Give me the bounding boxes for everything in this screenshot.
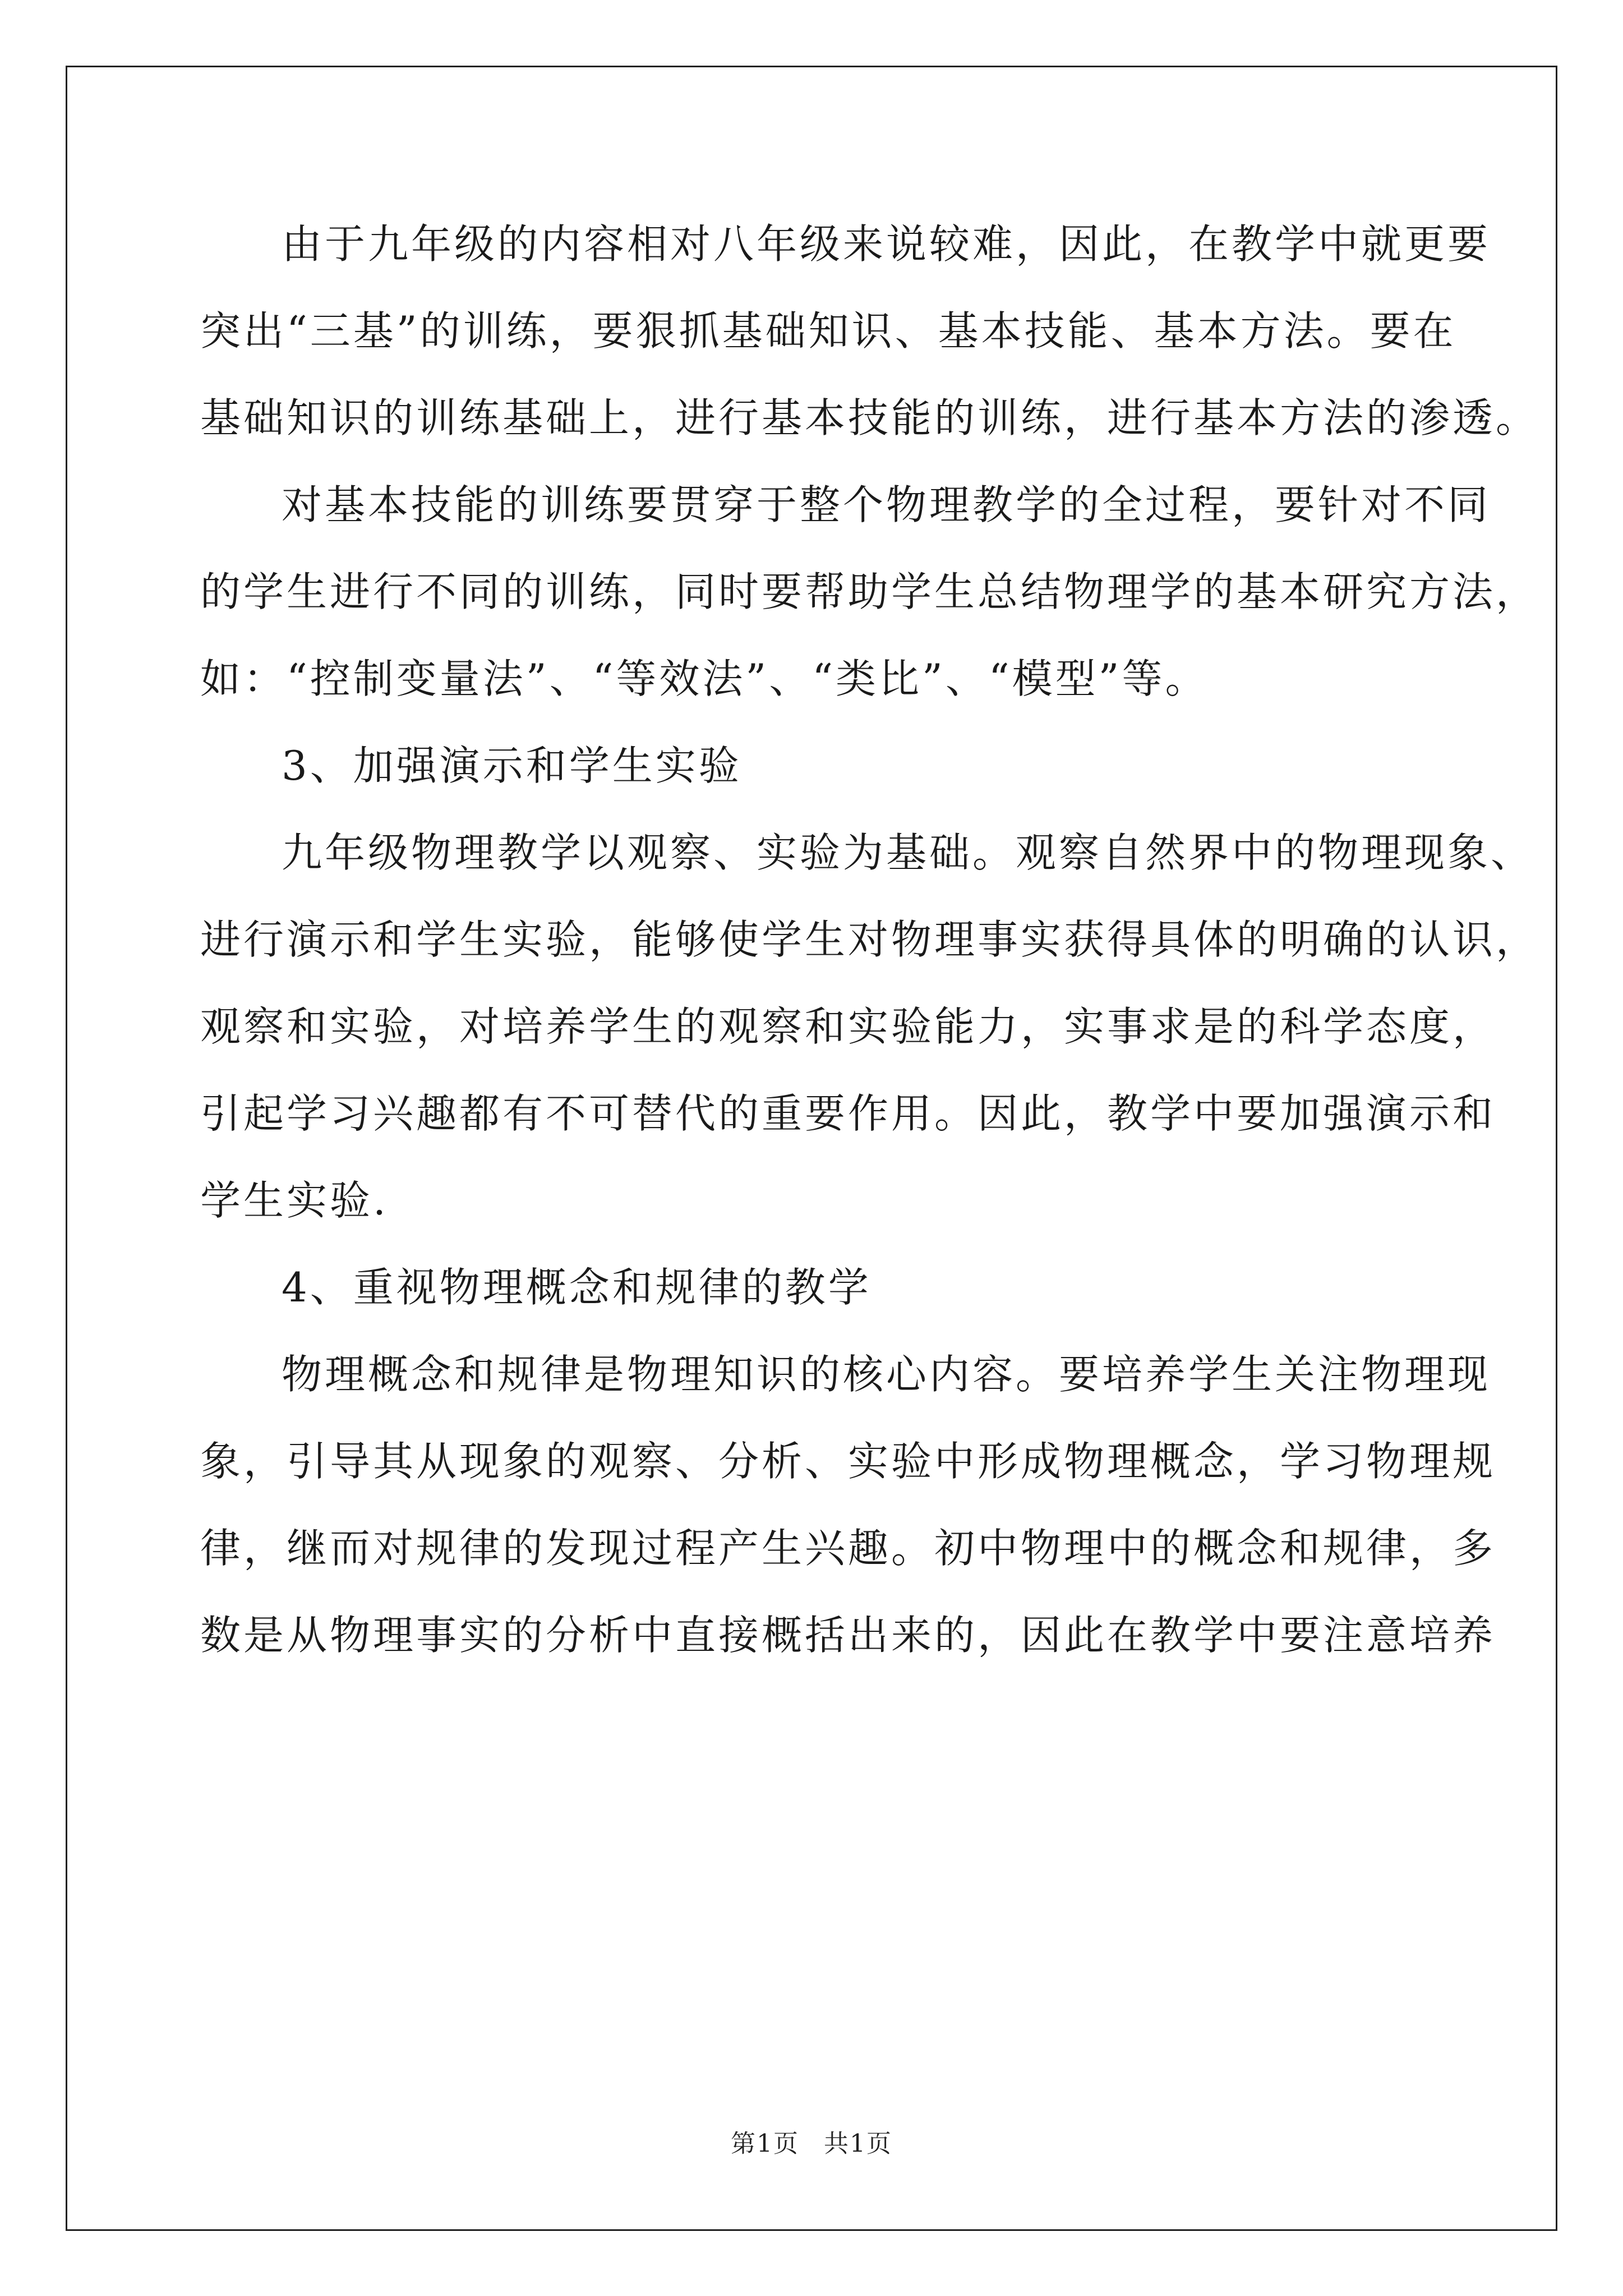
- paragraph-line: 律，继而对规律的发现过程产生兴趣。初中物理中的概念和规律，多: [200, 1525, 1496, 1572]
- paragraph-line: 九年级物理教学以观察、实验为基础。观察自然界中的物理现象、: [282, 829, 1534, 876]
- paragraph-line: 学生实验.: [200, 1177, 389, 1224]
- paragraph-line: 进行演示和学生实验，能够使学生对物理事实获得具体的明确的认识，: [200, 916, 1539, 963]
- page-total: 共1页: [824, 2129, 892, 2158]
- page-footer: [0, 2127, 1623, 2161]
- page-number: 第1页: [731, 2129, 799, 2158]
- paragraph-line: 引起学习兴趣都有不可替代的重要作用。因此，教学中要加强演示和: [200, 1090, 1496, 1137]
- paragraph-line: 突出“三基”的训练，要狠抓基础知识、基本技能、基本方法。要在: [200, 307, 1456, 355]
- paragraph-line: 数是从物理事实的分析中直接概括出来的，因此在教学中要注意培养: [200, 1612, 1496, 1659]
- paragraph-line: 基础知识的训练基础上，进行基本技能的训练，进行基本方法的渗透。: [200, 394, 1539, 441]
- section-heading: 4、重视物理概念和规律的教学: [282, 1264, 872, 1311]
- paragraph-line: 如：“控制变量法”、“等效法”、“类比”、“模型”等。: [200, 655, 1209, 702]
- paragraph-line: 观察和实验，对培养学生的观察和实验能力，实事求是的科学态度，: [200, 1003, 1496, 1050]
- paragraph-line: 由于九年级的内容相对八年级来说较难，因此，在教学中就更要: [282, 220, 1491, 268]
- section-heading: 3、加强演示和学生实验: [282, 742, 742, 789]
- paragraph-line: 的学生进行不同的训练，同时要帮助学生总结物理学的基本研究方法，: [200, 568, 1539, 615]
- paragraph-line: 对基本技能的训练要贯穿于整个物理教学的全过程，要针对不同: [282, 481, 1491, 528]
- paragraph-line: 象，引导其从现象的观察、分析、实验中形成物理概念，学习物理规: [200, 1438, 1496, 1485]
- paragraph-line: 物理概念和规律是物理知识的核心内容。要培养学生关注物理现: [282, 1351, 1491, 1398]
